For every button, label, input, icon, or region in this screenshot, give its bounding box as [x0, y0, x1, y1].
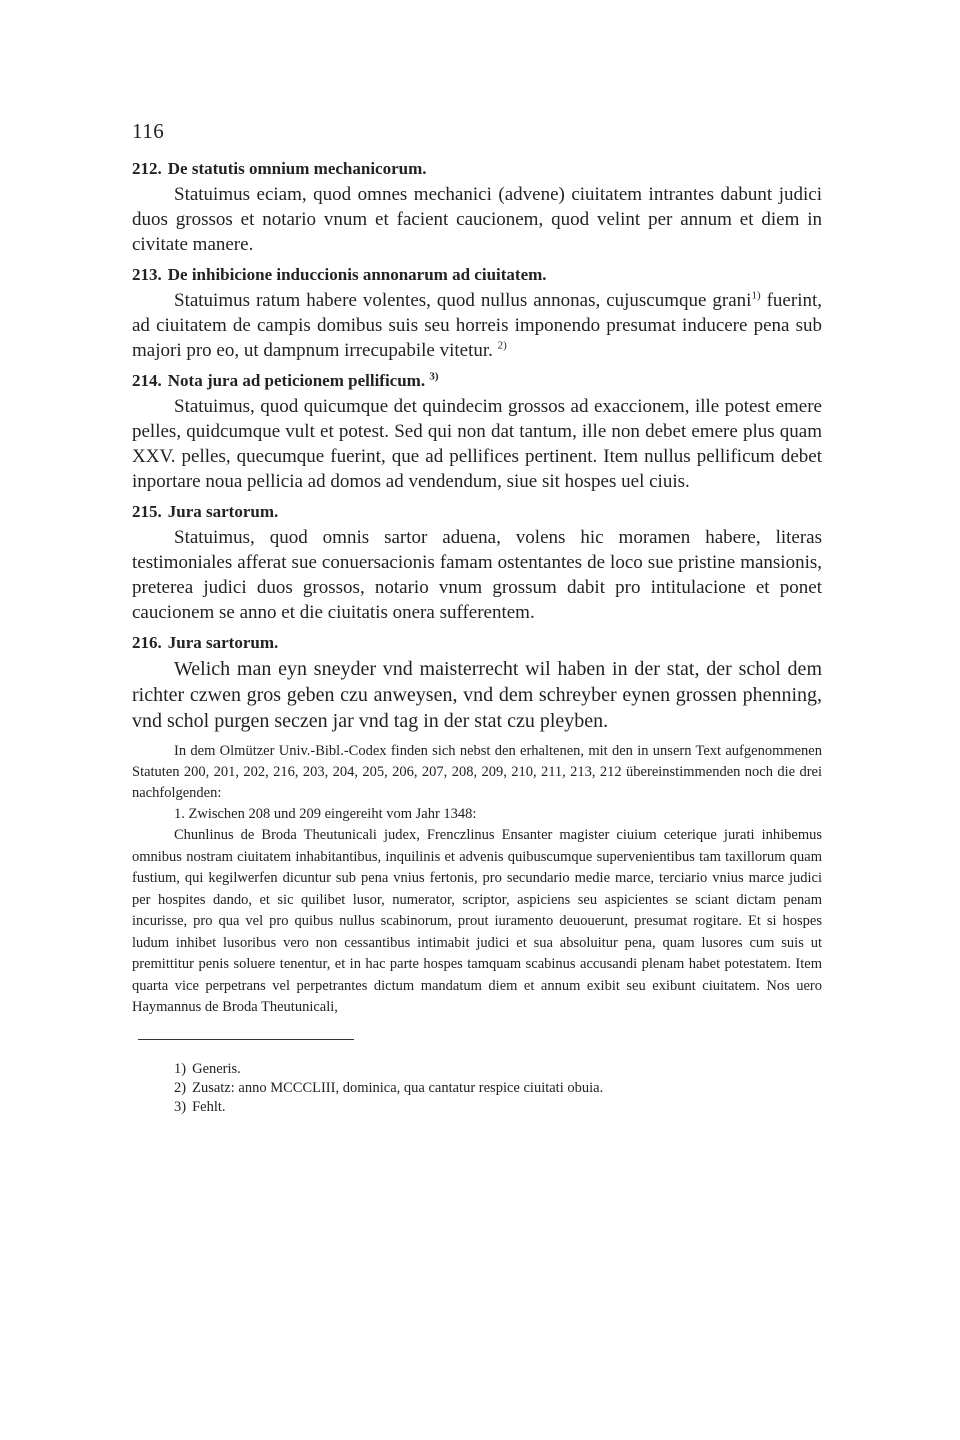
- footnote-marker: 1): [174, 1060, 187, 1077]
- section-216: [132, 632, 822, 734]
- section-number: 215.: [132, 502, 162, 521]
- section-number: 213.: [132, 265, 162, 284]
- section-number: 214.: [132, 371, 162, 390]
- section-text-part: fuerint, ad ciuitatem de campis domibus suis seu horreis imponendo presumat inducere pena sub majori pro eo, ut dampnum irrecupabile vitetur.: [132, 290, 823, 361]
- document-page: [132, 118, 822, 1117]
- footnote: [174, 1098, 822, 1117]
- footnote-text: Generis.: [192, 1060, 241, 1077]
- section-215: [132, 501, 822, 625]
- section-heading: [132, 158, 822, 180]
- section-title: Jura sartorum.: [167, 633, 279, 652]
- section-title: Jura sartorum.: [167, 502, 279, 521]
- section-text: [132, 288, 822, 363]
- footnote: [174, 1060, 822, 1079]
- section-text: Welich man eyn sneyder vnd maisterrecht wil haben in der stat, der schol dem richter czwen gros geben czu anweysen, vnd dem schreyber eynen grossen phenning, vnd schol purgen seczen jar vnd tag in der stat czu pleyben.: [132, 658, 822, 732]
- editorial-note: [132, 741, 822, 1019]
- section-heading: [132, 501, 822, 523]
- footnote-reference: 2): [497, 339, 507, 352]
- footnote-reference: 3): [429, 370, 439, 383]
- page-number: 116: [132, 119, 165, 143]
- section-number: 212.: [132, 159, 162, 178]
- section-title: De statutis omnium mechanicorum.: [167, 159, 427, 178]
- editorial-text: Chunlinus de Broda Theutunicali judex, Frenczlinus Ensanter magister ciuium ceterique jurati inhibemus omnibus nostram ciuitatem inhabitantibus, inquilinis et advenis quibuscumque supervenientibus tam taxillorum quam fustium, qui kegilwerfen dicuntur sub pena vnius fertonis, pro secundario medie marce, terciario vnius marce judici per hospites dando, et sic quilibet lusor, numerator, scriptor, aspiciens seu aspicientes se sciant dictam penam incurisse, pro qua vel pro quibus nullus scabinorum, prout iuramento deuouerunt, presumat rogitare. Et si hospes ludum inhibet lusoribus vero non cessantibus intimabit judici et sua absoluitur pena, quam lusores cum suis ut premittitur penis soluere tenentur, et in hac parte hospes tamquam scabinus accusandi plenam habet potestatem. Item quarta vice perpetrans vel perpetrantes dictum mandatum diem et annum exibit seu exibunt ciuitatem. Nos uero Haymannus de Broda Theutunicali,: [132, 827, 822, 1015]
- section-214: [132, 370, 822, 494]
- section-text-part: Statuimus ratum habere volentes, quod nullus annonas, cujuscumque grani: [174, 290, 752, 311]
- section-text: Statuimus eciam, quod omnes mechanici (advene) ciuitatem intrantes dabunt judici duos grossos et notario vnum et facient caucionem, quod velint per annum et diem in civitate manere.: [132, 184, 822, 255]
- footnote: [174, 1079, 822, 1098]
- footnote-text: Fehlt.: [192, 1098, 226, 1115]
- section-213: [132, 264, 822, 363]
- section-title: Nota jura ad peticionem pellificum.: [167, 371, 426, 390]
- section-heading: [132, 370, 822, 392]
- editorial-intro: In dem Olmützer Univ.-Bibl.-Codex finden sich nebst den erhaltenen, mit den in unsern Text aufgenommenen Statuten 200, 201, 202, 216, 203, 204, 205, 206, 207, 208, 209, 210, 211, 213, 212 übereinstimmenden noch die drei nachfolgenden:: [132, 743, 822, 801]
- section-heading: [132, 264, 822, 286]
- section-number: 216.: [132, 633, 162, 652]
- section-heading: [132, 632, 822, 654]
- footnotes: [174, 1060, 822, 1117]
- section-title: De inhibicione induccionis annonarum ad ciuitatem.: [167, 265, 547, 284]
- footnote-divider: [138, 1039, 354, 1040]
- section-text: Statuimus, quod omnis sartor aduena, volens hic moramen habere, literas testimoniales afferat sue conuersacionis famam ostentantes de loco sue pristine mansionis, preterea judici duos grossos, notario vnum grossum dabit pro intitulacione et ponet caucionem se anno et die ciuitatis onera sufferentem.: [132, 527, 822, 623]
- footnote-text: Zusatz: anno MCCCLIII, dominica, qua cantatur respice ciuitati obuia.: [192, 1079, 604, 1096]
- section-text: Statuimus, quod quicumque det quindecim grossos ad exaccionem, ille potest emere pelles, quidcumque vult et potest. Sed qui non dat tantum, ille non debet emere plus quam XXV. pelles, quecumque fuerint, que ad pellifices pertinent. Item nullus pellificum debet inportare noua pellicia ad domos ad vendendum, siue sit hospes uel ciuis.: [132, 396, 822, 492]
- footnote-reference: 1): [751, 289, 761, 302]
- footnote-marker: 3): [174, 1098, 187, 1115]
- section-212: [132, 158, 822, 257]
- footnote-marker: 2): [174, 1079, 187, 1096]
- editorial-subheading: 1. Zwischen 208 und 209 eingereiht vom Jahr 1348:: [174, 806, 477, 822]
